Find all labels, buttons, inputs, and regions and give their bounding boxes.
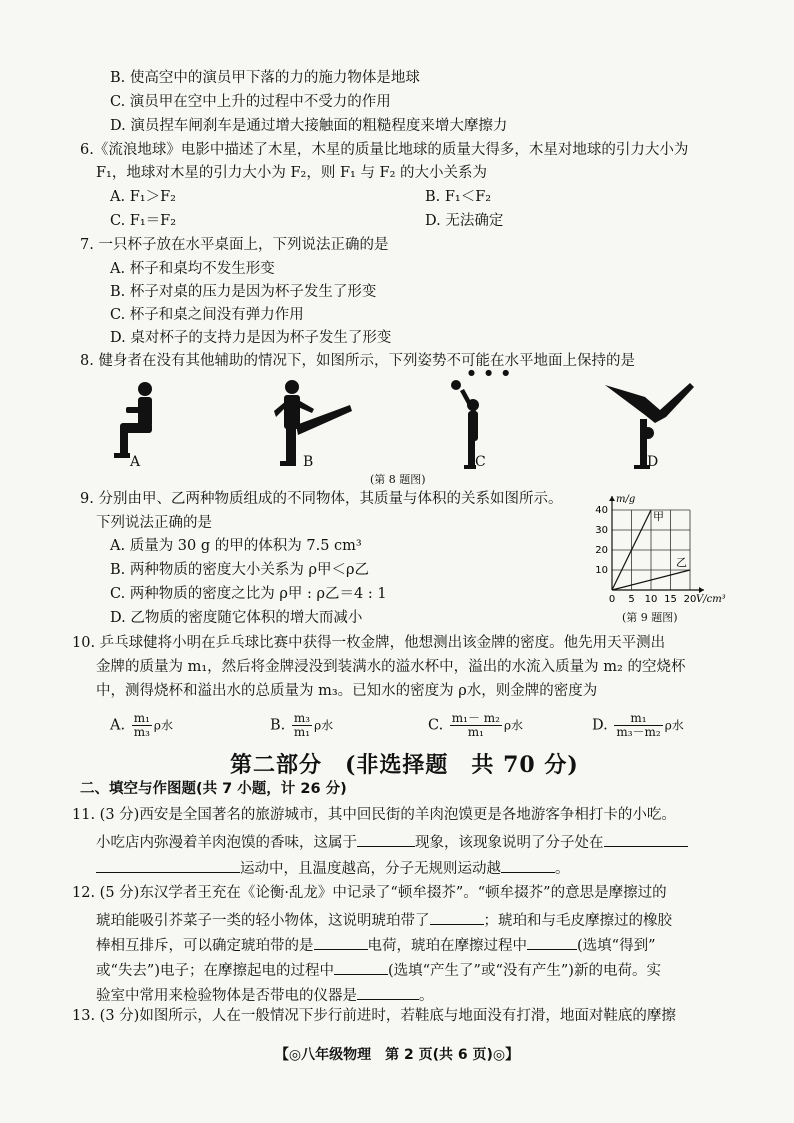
page-footer: 【◎八年级物理 第 2 页(共 6 页)◎】 [274,1047,520,1063]
answer-blank[interactable] [357,832,415,847]
x-tick-label: 15 [664,594,677,605]
section-heading: 二、填空与作图题(共 7 小题，计 26 分) [80,781,347,797]
q10-option-c: C. $\frac{\text{m₁－ m₂}}{\text{m₁}}$ ρ水 [428,711,524,739]
q6-stem: 6.《流浪地球》电影中描述了木星，木星的质量比地球的质量大得多，木星对地球的引力大小为 [80,142,689,158]
q13-line: 13. (3 分)如图所示，人在一般情况下步行前进时，若鞋底与地面没有打滑，地面对鞋底的摩擦 [72,1008,676,1024]
y-tick-label: 10 [595,565,608,576]
q9-mass-volume-chart [590,488,740,613]
x-axis-arrow [699,587,704,593]
emphasis-dots: ● ● ● [468,368,510,377]
q11-line: 运动中，且温度越高，分子无规则运动越 。 [96,858,570,878]
q12-line: 或“失去”)电子；在摩擦起电的过程中 (选填“产生了”或“没有产生”)新的电荷。实 [96,960,661,980]
q8-label-a: A [130,454,141,470]
answer-blank[interactable] [96,858,240,873]
q8-figure-poses [100,375,700,475]
q9-option-b: B. 两种物质的密度大小关系为 ρ甲＜ρ乙 [110,562,370,578]
q10-option-d: D. $\frac{\text{m₁}}{\text{m₃－m₂}}$ ρ水 [592,711,684,739]
answer-blank[interactable] [334,960,388,975]
q8-label-c: C [475,454,486,470]
part-two-title: 第二部分 (非选择题 共 70 分) [230,752,579,778]
q7-option-a: A. 杯子和桌均不发生形变 [110,261,275,277]
q8-stem: 8. 健身者在没有其他辅助的情况下，如图所示，下列姿势不可能在水平地面上保持的是 [80,353,635,369]
q6-option-a: A. F₁＞F₂ [110,189,176,205]
q8-caption: (第 8 题图) [370,473,426,486]
q5-option-b: B. 使高空中的演员甲下落的力的施力物体是地球 [110,70,420,86]
q5-option-d: D. 演员捏车闸刹车是通过增大接触面的粗糙程度来增大摩擦力 [110,118,508,134]
q11-line: 11. (3 分)西安是全国著名的旅游城市，其中回民街的羊肉泡馍更是各地游客争相打卡的小吃。 [72,807,676,823]
q6-option-c: C. F₁＝F₂ [110,213,177,229]
q7-option-b: B. 杯子对桌的压力是因为杯子发生了形变 [110,284,377,300]
q6-stem: F₁，地球对木星的引力大小为 F₂，则 F₁ 与 F₂ 的大小关系为 [96,165,488,181]
q8-label-d: D [647,454,659,470]
q7-option-d: D. 桌对杯子的支持力是因为杯子发生了形变 [110,330,392,346]
q10-stem: 10. 乒乓球健将小明在乒乓球比赛中获得一枚金牌，他想测出该金牌的密度。他先用天平测出 [72,635,666,651]
q9-caption: (第 9 题图) [622,611,678,624]
x-axis-label: V/cm³ [696,594,726,605]
chart-grid [612,510,690,590]
q7-stem: 7. 一只杯子放在水平桌面上，下列说法正确的是 [80,237,389,253]
q9-option-d: D. 乙物质的密度随它体积的增大而减小 [110,610,363,626]
q9-stem: 下列说法正确的是 [96,515,212,531]
y-axis-label: m/g [616,494,636,505]
q10-option-a: A. $\frac{\text{m₁}}{\text{m₃}}$ ρ水 [110,711,173,739]
q12-line: 验室中常用来检验物体是否带电的仪器是 。 [96,985,434,1005]
q12-line: 棒相互排斥，可以确定琥珀带的是 电荷，琥珀在摩擦过程中 (选填“得到” [96,935,655,955]
answer-blank[interactable] [314,935,368,950]
x-tick-label: 5 [628,594,635,605]
pose-a-figure [114,382,152,458]
x-tick-label: 10 [644,594,658,605]
q5-option-c: C. 演员甲在空中上升的过程中不受力的作用 [110,94,391,110]
q9-stem: 9. 分别由甲、乙两种物质组成的不同物体，其质量与体积的关系如图所示。 [80,491,563,507]
q6-option-d: D. 无法确定 [425,213,504,229]
series-label: 乙 [676,556,687,569]
q8-label-b: B [303,454,314,470]
answer-blank[interactable] [430,910,484,925]
q7-option-c: C. 杯子和桌之间没有弹力作用 [110,307,304,323]
q10-stem: 中，测得烧杯和溢出水的总质量为 m₃。已知水的密度为 ρ水，则金牌的密度为 [96,683,598,699]
answer-blank[interactable] [527,935,577,950]
q9-option-c: C. 两种物质的密度之比为 ρ甲 : ρ乙＝4 : 1 [110,586,387,602]
y-tick-label: 40 [595,505,608,516]
chart-labels [595,494,725,605]
y-tick-label: 20 [595,545,608,556]
answer-blank[interactable] [501,858,555,873]
q10-stem: 金牌的质量为 m₁，然后将金牌浸没到装满水的溢水杯中，溢出的水流入质量为 m₂ 的空烧杯 [96,659,686,675]
x-tick-label: 0 [608,594,616,605]
q12-line: 琥珀能吸引芥菜子一类的轻小物体，这说明琥珀带了 ；琥珀和与毛皮摩擦过的橡胶 [96,910,672,930]
q11-line: 小吃店内弥漫着羊肉泡馍的香味，这属于 现象，该现象说明了分子处在 [96,832,688,852]
series-label: 甲 [653,510,664,523]
answer-blank[interactable] [357,985,419,1000]
y-tick-label: 30 [595,525,608,536]
x-tick-label: 20 [683,594,697,605]
y-axis-arrow [609,496,615,501]
q9-option-a: A. 质量为 30 g 的甲的体积为 7.5 cm³ [110,538,362,554]
q10-option-b: B. $\frac{\text{m₃}}{\text{m₁}}$ ρ水 [270,711,334,739]
q6-option-b: B. F₁＜F₂ [425,189,492,205]
q12-line: 12. (5 分)东汉学者王充在《论衡·乱龙》中记录了“顿牟掇芥”。“顿牟掇芥”的意思是摩擦过的 [72,885,667,901]
answer-blank[interactable] [604,832,688,847]
